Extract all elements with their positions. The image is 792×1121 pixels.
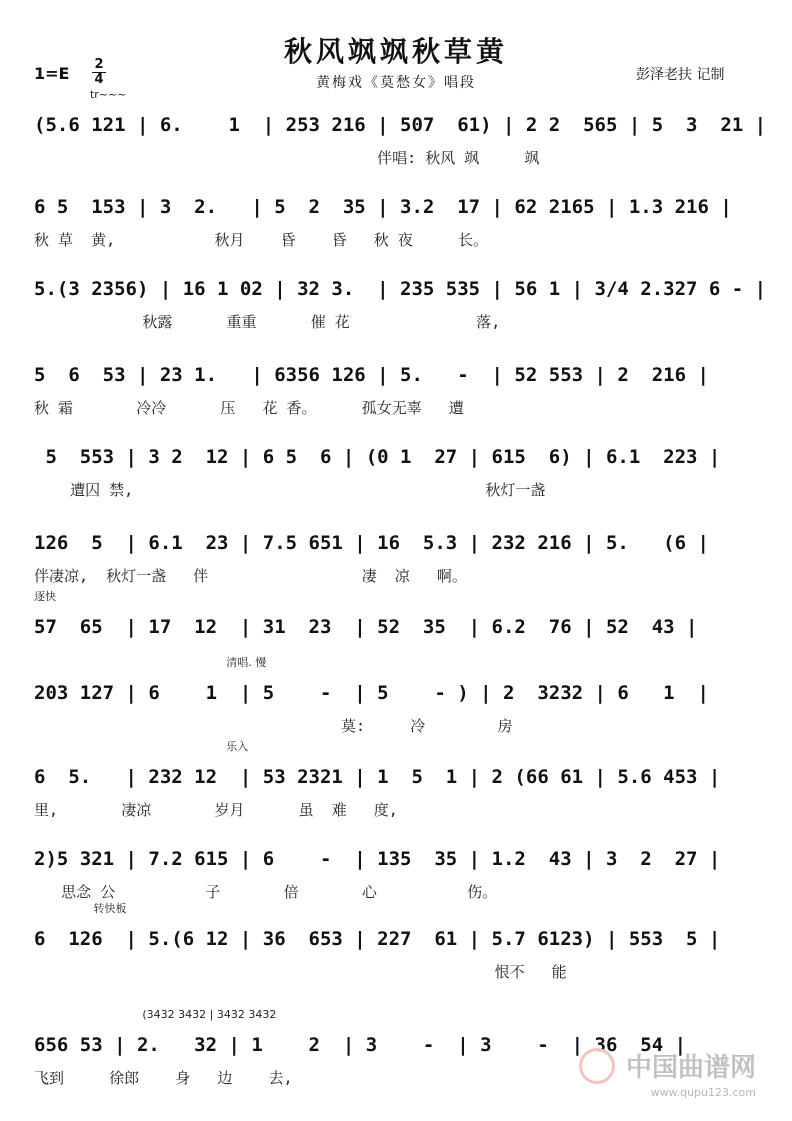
lyric-line: 伴唱: 秋风 飒 飒 bbox=[34, 149, 540, 167]
notation-line: 656 53 | 2. 32 | 1 2 | 3 - | 3 - | 36 54 | bbox=[34, 1034, 687, 1056]
key-signature: 1=E bbox=[34, 64, 70, 83]
lyric-line: 遭囚 禁, 秋灯一盏 bbox=[34, 481, 546, 499]
song-title: 秋风飒飒秋草黄 bbox=[283, 35, 508, 68]
lyric-line: 恨不 能 bbox=[34, 963, 567, 981]
notation-line: (5.6 121 | 6. 1 | 253 216 | 507 61) | 2 2 565 | 5 3 21 | bbox=[34, 114, 767, 136]
site-logo-icon bbox=[579, 1048, 615, 1084]
watermark-url: www.qupu123.com bbox=[650, 1086, 756, 1099]
meter-bottom: 4 bbox=[92, 72, 106, 87]
notation-line: 5 6 53 | 23 1. | 6356 126 | 5. - | 52 553 | 2 216 | bbox=[34, 364, 709, 386]
meter-top: 2 bbox=[94, 57, 104, 72]
notation-line: 57 65 | 17 12 | 31 23 | 52 35 | 6.2 76 | 52 43 | bbox=[34, 616, 698, 638]
notation-line: 6 5 153 | 3 2. | 5 2 35 | 3.2 17 | 62 2165 | 1.3 216 | bbox=[34, 196, 732, 218]
watermark-site-name: 中国曲谱网 bbox=[625, 1053, 756, 1083]
song-subtitle: 黄梅戏《莫愁女》唱段 bbox=[316, 75, 476, 91]
transcriber-credit: 彭泽老扶 记制 bbox=[636, 67, 725, 83]
performance-marks: 转快板 bbox=[34, 902, 127, 915]
performance-marks: 乐入 bbox=[34, 740, 249, 753]
notation-line: 6 5. | 232 12 | 53 2321 | 1 5 1 | 2 (66 61 | 5.6 453 | bbox=[34, 766, 721, 788]
notation-line: 6 126 | 5.(6 12 | 36 653 | 227 61 | 5.7 6123) | 553 5 | bbox=[34, 928, 721, 950]
lyric-line: 伴凄凉, 秋灯一盏 伴 凄 凉 啊。 bbox=[34, 567, 467, 585]
performance-marks: (3432 3432 | 3432 3432 bbox=[34, 1008, 277, 1021]
lyric-line: 秋 草 黄, 秋月 昏 昏 秋 夜 长。 bbox=[34, 231, 488, 249]
lyric-line: 莫: 冷 房 bbox=[34, 717, 513, 735]
notation-line: 5 553 | 3 2 12 | 6 5 6 | (0 1 27 | 615 6) | 6.1 223 | bbox=[34, 446, 721, 468]
performance-marks: 逐快 bbox=[34, 590, 56, 603]
notation-line: 5.(3 2356) | 16 1 02 | 32 3. | 235 535 | 56 1 | 3/4 2.327 6 - | bbox=[34, 278, 767, 300]
notation-line: 2)5 321 | 7.2 615 | 6 - | 135 35 | 1.2 43 | 3 2 27 | bbox=[34, 848, 721, 870]
performance-marks: 清唱. 慢 bbox=[34, 656, 267, 669]
time-signature bbox=[92, 58, 106, 87]
lyric-line: 思念 公 子 倍 心 伤。 bbox=[34, 883, 498, 901]
performance-marks: tr~~~ bbox=[34, 88, 127, 101]
notation-line: 126 5 | 6.1 23 | 7.5 651 | 16 5.3 | 232 216 | 5. (6 | bbox=[34, 532, 709, 554]
site-watermark bbox=[579, 1047, 756, 1099]
lyric-line: 飞到 徐郎 身 边 去, bbox=[34, 1069, 293, 1087]
lyric-line: 秋 霜 冷冷 压 花 香。 孤女无辜 遭 bbox=[34, 399, 464, 417]
lyric-line: 里, 凄凉 岁月 虽 难 度, bbox=[34, 801, 398, 819]
lyric-line: 秋露 重重 催 花 落, bbox=[34, 313, 501, 331]
notation-line: 203 127 | 6 1 | 5 - | 5 - ) | 2 3232 | 6 1 | bbox=[34, 682, 709, 704]
